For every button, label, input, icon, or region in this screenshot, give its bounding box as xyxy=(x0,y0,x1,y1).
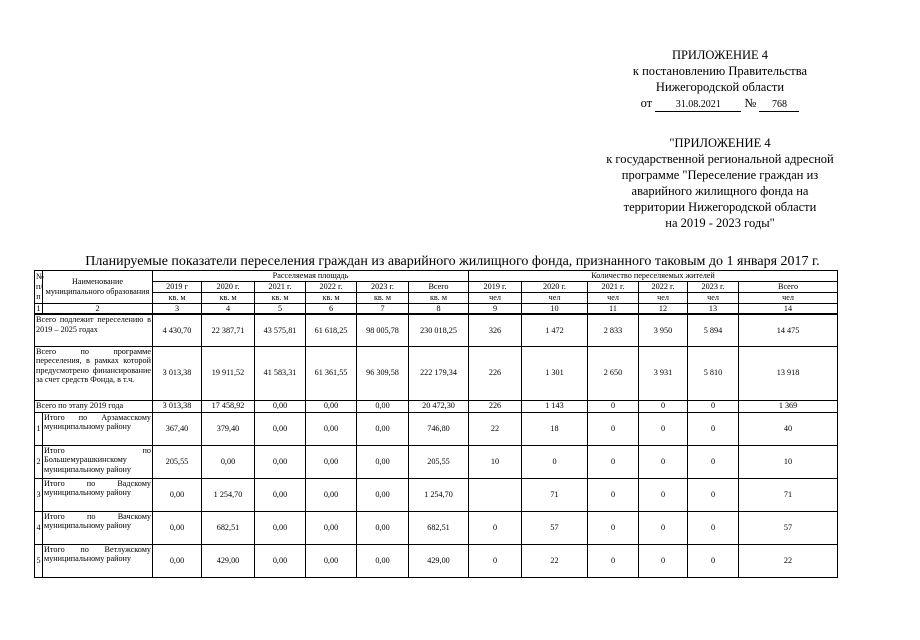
area-value: 682,51 xyxy=(409,511,469,544)
area-value: 0,00 xyxy=(357,412,409,445)
people-value: 22 xyxy=(739,544,838,577)
people-value: 22 xyxy=(469,412,522,445)
people-value: 0 xyxy=(688,478,739,511)
header-column-number: 7 xyxy=(357,303,409,314)
people-value: 0 xyxy=(469,544,522,577)
header-column-number: 5 xyxy=(255,303,306,314)
resolution-date: 31.08.2021 xyxy=(655,99,741,112)
program-line-1: "ПРИЛОЖЕНИЕ 4 xyxy=(669,136,771,150)
header-year-area: 2020 г. xyxy=(202,282,255,293)
header-year-area: 2019 г xyxy=(153,282,202,293)
area-value: 0,00 xyxy=(357,478,409,511)
header-block-resolution xyxy=(520,47,920,112)
header-column-number: 14 xyxy=(739,303,838,314)
page-title: Планируемые показатели переселения граждан из аварийного жилищного фонда, признанного таковым до 1 января 2017 г. xyxy=(85,254,820,269)
area-value: 4 430,70 xyxy=(153,314,202,346)
summary-row-label: Всего подлежит переселению в 2019 – 2025 годах xyxy=(35,314,153,346)
header-year-area: Всего xyxy=(409,282,469,293)
area-value: 3 013,38 xyxy=(153,400,202,412)
area-value: 429,00 xyxy=(409,544,469,577)
header-unit-area: кв. м xyxy=(306,293,357,304)
people-value: 1 301 xyxy=(522,346,588,400)
people-value: 0 xyxy=(588,544,639,577)
municipality-name: Итого по Арзамасскому муниципальному району xyxy=(43,412,153,445)
people-value: 0 xyxy=(639,412,688,445)
area-value: 746,80 xyxy=(409,412,469,445)
area-value: 0,00 xyxy=(357,445,409,478)
area-value: 61 618,25 xyxy=(306,314,357,346)
program-line-6: на 2019 - 2023 годы" xyxy=(665,216,775,230)
row-number: 5 xyxy=(35,544,43,577)
header-unit-area: кв. м xyxy=(202,293,255,304)
resettlement-table xyxy=(34,270,838,578)
header-unit-area: кв. м xyxy=(357,293,409,304)
municipality-name: Итого по Большемурашкинскому муниципальному району xyxy=(43,445,153,478)
header-year-people: 2019 г. xyxy=(469,282,522,293)
area-value: 0,00 xyxy=(306,400,357,412)
header-line-region: Нижегородской области xyxy=(655,80,785,94)
people-value: 0 xyxy=(688,544,739,577)
number-label: № xyxy=(744,96,757,110)
header-year-area: 2021 г. xyxy=(255,282,306,293)
people-value: 13 918 xyxy=(739,346,838,400)
area-value: 0,00 xyxy=(255,544,306,577)
area-value: 3 013,38 xyxy=(153,346,202,400)
people-value: 226 xyxy=(469,346,522,400)
people-value: 14 475 xyxy=(739,314,838,346)
table-summary xyxy=(35,314,838,412)
header-year-area: 2023 г. xyxy=(357,282,409,293)
area-value: 682,51 xyxy=(202,511,255,544)
people-value: 1 472 xyxy=(522,314,588,346)
people-value: 5 894 xyxy=(688,314,739,346)
people-value: 22 xyxy=(522,544,588,577)
summary-row xyxy=(35,400,838,412)
people-value: 2 650 xyxy=(588,346,639,400)
area-value: 230 018,25 xyxy=(409,314,469,346)
area-value: 61 361,55 xyxy=(306,346,357,400)
people-value: 0 xyxy=(639,544,688,577)
people-value: 0 xyxy=(688,412,739,445)
municipality-name: Итого по Вадскому муниципальному району xyxy=(43,478,153,511)
people-value: 18 xyxy=(522,412,588,445)
header-unit-people: чел xyxy=(469,293,522,304)
header-line-date-number xyxy=(520,95,920,112)
area-value: 222 179,34 xyxy=(409,346,469,400)
people-value: 57 xyxy=(739,511,838,544)
area-value: 0,00 xyxy=(357,511,409,544)
area-value: 0,00 xyxy=(153,478,202,511)
people-value: 326 xyxy=(469,314,522,346)
people-value: 0 xyxy=(469,511,522,544)
program-line-4: аварийного жилищного фонда на xyxy=(631,184,809,198)
people-value: 226 xyxy=(469,400,522,412)
people-value: 0 xyxy=(688,511,739,544)
people-value: 0 xyxy=(688,400,739,412)
area-value: 96 309,58 xyxy=(357,346,409,400)
area-value: 0,00 xyxy=(306,412,357,445)
header-unit-people: чел xyxy=(588,293,639,304)
header-unit-people: чел xyxy=(739,293,838,304)
header-line-appendix: ПРИЛОЖЕНИЕ 4 xyxy=(671,48,769,62)
people-value: 0 xyxy=(588,511,639,544)
people-value: 71 xyxy=(522,478,588,511)
header-column-number: 10 xyxy=(522,303,588,314)
row-number: 4 xyxy=(35,511,43,544)
area-value: 0,00 xyxy=(306,544,357,577)
header-name: Наименование муниципального образования xyxy=(43,271,153,304)
people-value: 0 xyxy=(688,445,739,478)
area-value: 20 472,30 xyxy=(409,400,469,412)
header-area-group: Расселяемая площадь xyxy=(153,271,469,282)
table-row xyxy=(35,544,838,577)
header-people-group: Количество переселяемых жителей xyxy=(469,271,838,282)
area-value: 205,55 xyxy=(153,445,202,478)
people-value: 0 xyxy=(639,511,688,544)
header-unit-people: чел xyxy=(522,293,588,304)
table-row xyxy=(35,478,838,511)
people-value: 40 xyxy=(739,412,838,445)
area-value: 0,00 xyxy=(202,445,255,478)
header-column-number: 1 xyxy=(36,303,41,313)
header-unit-area: кв. м xyxy=(409,293,469,304)
area-value: 367,40 xyxy=(153,412,202,445)
area-value: 205,55 xyxy=(409,445,469,478)
area-value: 379,40 xyxy=(202,412,255,445)
people-value: 0 xyxy=(639,400,688,412)
header-column-number: 11 xyxy=(588,303,639,314)
area-value: 0,00 xyxy=(357,544,409,577)
people-value: 57 xyxy=(522,511,588,544)
from-label: от xyxy=(640,96,653,110)
people-value: 0 xyxy=(588,445,639,478)
header-year-people: 2021 г. xyxy=(588,282,639,293)
header-column-number: 4 xyxy=(202,303,255,314)
municipality-name: Итого по Вачскому муниципальному району xyxy=(43,511,153,544)
people-value: 1 143 xyxy=(522,400,588,412)
area-value: 1 254,70 xyxy=(202,478,255,511)
area-value: 0,00 xyxy=(306,445,357,478)
people-value: 0 xyxy=(588,478,639,511)
header-year-people: 2022 г. xyxy=(639,282,688,293)
area-value: 98 005,78 xyxy=(357,314,409,346)
header-num: № п/ п xyxy=(35,271,43,304)
header-year-people: 2020 г. xyxy=(522,282,588,293)
people-value: 10 xyxy=(739,445,838,478)
area-value: 0,00 xyxy=(153,511,202,544)
header-column-number: 3 xyxy=(153,303,202,314)
row-number: 2 xyxy=(35,445,43,478)
table-header xyxy=(35,271,838,315)
people-value xyxy=(469,478,522,511)
people-value: 0 xyxy=(522,445,588,478)
area-value: 0,00 xyxy=(153,544,202,577)
people-value: 0 xyxy=(588,400,639,412)
table-body xyxy=(35,412,838,577)
area-value: 0,00 xyxy=(255,478,306,511)
area-value: 429,00 xyxy=(202,544,255,577)
area-value: 0,00 xyxy=(357,400,409,412)
header-column-number: 13 xyxy=(688,303,739,314)
area-value: 19 911,52 xyxy=(202,346,255,400)
summary-row xyxy=(35,314,838,346)
area-value: 0,00 xyxy=(255,445,306,478)
area-value: 0,00 xyxy=(306,511,357,544)
area-value: 43 575,81 xyxy=(255,314,306,346)
area-value: 0,00 xyxy=(255,511,306,544)
summary-row-label: Всего по программе переселения, в рамках которой предусмотрено финансирование за счет средств Фонда, в т.ч. xyxy=(35,346,153,400)
header-unit-area: кв. м xyxy=(153,293,202,304)
header-unit-people: чел xyxy=(688,293,739,304)
header-line-resolution: к постановлению Правительства xyxy=(632,64,808,78)
people-value: 5 810 xyxy=(688,346,739,400)
header-column-number: 9 xyxy=(469,303,522,314)
people-value: 3 931 xyxy=(639,346,688,400)
summary-row xyxy=(35,346,838,400)
program-line-5: территории Нижегородской области xyxy=(623,200,817,214)
table-row xyxy=(35,511,838,544)
header-unit-people: чел xyxy=(639,293,688,304)
people-value: 0 xyxy=(639,478,688,511)
area-value: 0,00 xyxy=(255,412,306,445)
people-value: 2 833 xyxy=(588,314,639,346)
header-year-people: 2023 г. xyxy=(688,282,739,293)
people-value: 10 xyxy=(469,445,522,478)
program-line-3: программе "Переселение граждан из xyxy=(621,168,819,182)
row-number: 1 xyxy=(35,412,43,445)
header-year-people: Всего xyxy=(739,282,838,293)
people-value: 0 xyxy=(639,445,688,478)
table-row xyxy=(35,412,838,445)
summary-row-label: Всего по этапу 2019 года xyxy=(35,400,153,412)
program-line-2: к государственной региональной адресной xyxy=(606,152,834,166)
area-value: 22 387,71 xyxy=(202,314,255,346)
people-value: 1 369 xyxy=(739,400,838,412)
resolution-number: 768 xyxy=(759,99,799,112)
row-number: 3 xyxy=(35,478,43,511)
header-unit-area: кв. м xyxy=(255,293,306,304)
header-column-number: 6 xyxy=(306,303,357,314)
area-value: 0,00 xyxy=(306,478,357,511)
area-value: 0,00 xyxy=(255,400,306,412)
header-block-program xyxy=(520,135,920,231)
people-value: 3 950 xyxy=(639,314,688,346)
header-column-number: 12 xyxy=(639,303,688,314)
municipality-name: Итого по Ветлужскому муниципальному району xyxy=(43,544,153,577)
header-year-area: 2022 г. xyxy=(306,282,357,293)
header-column-number: 8 xyxy=(409,303,469,314)
table-row xyxy=(35,445,838,478)
area-value: 41 583,31 xyxy=(255,346,306,400)
people-value: 0 xyxy=(588,412,639,445)
area-value: 1 254,70 xyxy=(409,478,469,511)
people-value: 71 xyxy=(739,478,838,511)
area-value: 17 458,92 xyxy=(202,400,255,412)
header-column-number: 2 xyxy=(43,303,153,314)
